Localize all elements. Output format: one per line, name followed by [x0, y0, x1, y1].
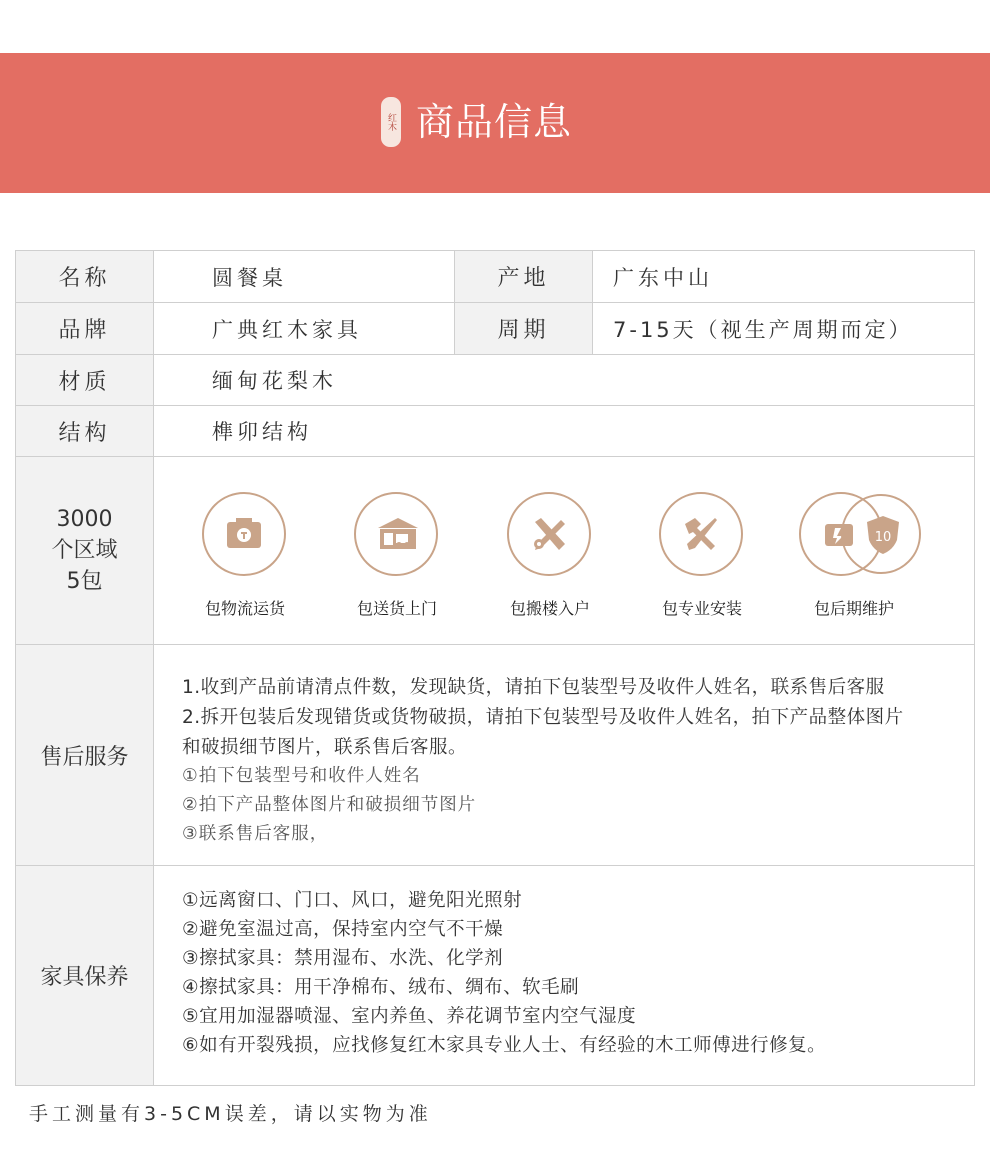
info-row-material — [15, 354, 975, 406]
care-line: ②避免室温过高，保持室内空气不干燥 — [182, 919, 504, 940]
service-label: 包物流运货 — [204, 599, 285, 618]
after-sales-line: 1.收到产品前请清点件数，发现缺货，请拍下包装型号及收件人姓名，联系售后客服 — [182, 677, 885, 698]
care-line: ⑤宜用加湿器喷湿、室内养鱼、养花调节室内空气湿度 — [182, 1006, 637, 1027]
info-row-brand — [15, 302, 975, 355]
after-sales-label: 售后服务 — [15, 644, 154, 866]
services-row — [15, 456, 975, 645]
services-label-line: 个区域 — [51, 538, 118, 563]
after-sales-content — [153, 644, 975, 866]
after-sales-line: ③联系售后客服， — [182, 824, 329, 844]
structure-value: 榫卯结构 — [153, 405, 975, 457]
svg-text:10: 10 — [874, 530, 892, 545]
brand-seal-logo — [381, 97, 401, 147]
service-label: 包送货上门 — [356, 599, 437, 618]
name-value: 圆餐桌 — [153, 250, 455, 303]
hammer-wrench-icon — [659, 492, 743, 576]
care-line: ①远离窗口、门口、风口，避免阳光照射 — [182, 890, 523, 911]
after-sales-line: ②拍下产品整体图片和破损细节图片 — [182, 795, 477, 815]
service-label: 包专业安装 — [661, 599, 742, 618]
info-row-name — [15, 250, 975, 303]
logistics-icon — [202, 492, 286, 576]
after-sales-line: 2.拆开包装后发现错货或货物破损，请拍下包装型号及收件人姓名，拍下产品整体图片 — [182, 707, 904, 728]
delivery-truck-icon — [354, 492, 438, 576]
origin-label: 产地 — [454, 250, 593, 303]
structure-label: 结构 — [15, 405, 154, 457]
after-sales-line: 和破损细节图片，联系售后客服。 — [182, 737, 468, 758]
material-label: 材质 — [15, 354, 154, 406]
services-label-line: 5包 — [66, 569, 103, 594]
brand-value: 广典红木家具 — [153, 302, 455, 355]
brand-label: 品牌 — [15, 302, 154, 355]
services-content — [153, 456, 975, 645]
tools-icon — [507, 492, 591, 576]
care-content — [153, 865, 975, 1086]
services-label — [15, 456, 154, 645]
care-line: ④擦拭家具：用干净棉布、绒布、绸布、软毛刷 — [182, 977, 580, 998]
care-line: ⑥如有开裂残损，应找修复红木家具专业人士、有经验的木工师傅进行修复。 — [182, 1035, 827, 1056]
period-label: 周期 — [454, 302, 593, 355]
material-value: 缅甸花梨木 — [153, 354, 975, 406]
after-sales-line: ①拍下包装型号和收件人姓名 — [182, 766, 421, 786]
services-label-line: 3000 — [56, 507, 113, 532]
info-row-structure — [15, 405, 975, 457]
seal-text: 红木 — [386, 113, 396, 131]
service-label: 包后期维护 — [813, 599, 894, 618]
care-line: ③擦拭家具：禁用湿布、水洗、化学剂 — [182, 948, 504, 969]
shield-circle — [841, 494, 921, 574]
origin-value: 广东中山 — [592, 250, 975, 303]
care-label: 家具保养 — [15, 865, 154, 1086]
care-row — [15, 865, 975, 1086]
service-label: 包搬楼入户 — [509, 599, 590, 618]
measurement-note: 手工测量有3-5CM误差，请以实物为准 — [29, 1103, 432, 1125]
page-title: 商品信息 — [416, 100, 573, 144]
name-label: 名称 — [15, 250, 154, 303]
period-value: 7-15天（视生产周期而定） — [592, 302, 975, 355]
after-sales-row — [15, 644, 975, 866]
